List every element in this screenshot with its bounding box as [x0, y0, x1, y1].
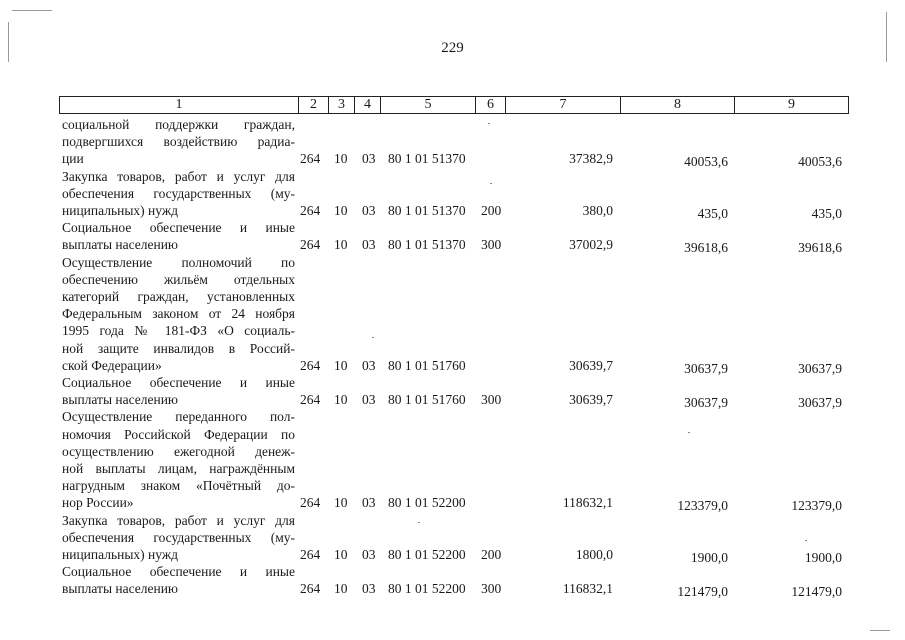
header-col-6: 6	[476, 97, 506, 113]
cell-col-9: 435,0	[811, 205, 842, 221]
description-line: ной защите инвалидов в Россий-	[62, 340, 295, 356]
cell-col-4: 03	[362, 581, 376, 597]
description-line: 1995 года № 181-ФЗ «О социаль-	[62, 323, 295, 339]
cell-col-5: 80 1 01 51760	[388, 357, 466, 373]
description-line: социальной поддержки граждан,	[62, 117, 295, 132]
cell-col-7: 380,0	[582, 202, 613, 218]
row-description	[62, 116, 295, 168]
cell-col-7: 30639,7	[569, 357, 613, 373]
description-line: Осуществление полномочий по	[62, 254, 295, 270]
cell-col-7: 1800,0	[575, 546, 613, 562]
description-line: номочия Российской Федерации по	[62, 426, 295, 442]
cell-col-3: 10	[334, 546, 348, 562]
row-description	[62, 219, 295, 253]
header-col-9: 9	[788, 97, 795, 112]
cell-col-5: 80 1 01 51760	[388, 392, 466, 408]
cell-col-8: 30637,9	[684, 395, 728, 411]
cell-col-2: 264	[300, 495, 321, 511]
scan-speck	[488, 123, 490, 124]
row-description	[62, 254, 295, 374]
row-description	[62, 563, 295, 597]
cell-col-2: 264	[300, 237, 321, 253]
cell-col-9: 123379,0	[791, 498, 842, 514]
description-line: Социальное обеспечение и иные	[62, 375, 295, 390]
cell-col-6: 200	[481, 202, 502, 218]
header-col-3: 3	[329, 97, 355, 113]
cell-col-8: 1900,0	[690, 549, 728, 565]
header-col-5: 5	[381, 97, 476, 113]
description-line: обеспечения государственных (му-	[62, 185, 295, 201]
header-col-8: 8	[621, 97, 735, 113]
cell-col-5: 80 1 01 51370	[388, 237, 466, 253]
header-col-2: 2	[299, 97, 329, 113]
cell-col-9: 30637,9	[798, 360, 842, 376]
cell-col-2: 264	[300, 357, 321, 373]
scan-speck	[490, 183, 492, 184]
cell-col-7: 30639,7	[569, 392, 613, 408]
cell-col-5: 80 1 01 52200	[388, 581, 466, 597]
row-description	[62, 512, 295, 564]
scan-edge-mark	[870, 630, 890, 631]
cell-col-5: 80 1 01 51370	[388, 151, 466, 167]
cell-col-7: 118632,1	[562, 495, 613, 511]
cell-col-4: 03	[362, 546, 376, 562]
cell-col-4: 03	[362, 237, 376, 253]
cell-col-8: 123379,0	[677, 498, 728, 514]
row-description	[62, 408, 295, 511]
cell-col-8: 39618,6	[684, 240, 728, 256]
description-line: ции	[62, 151, 84, 167]
cell-col-2: 264	[300, 202, 321, 218]
description-line: Социальное обеспечение и иные	[62, 564, 295, 580]
description-line: ниципальных) нужд	[62, 547, 179, 562]
page-number: 229	[441, 40, 464, 56]
description-line: нагрудным знаком «Почётный до-	[62, 478, 295, 494]
cell-col-2: 264	[300, 151, 321, 167]
cell-col-9: 121479,0	[791, 584, 842, 600]
description-line: ниципальных) нужд	[62, 203, 179, 218]
cell-col-4: 03	[362, 495, 376, 511]
cell-col-8: 30637,9	[684, 360, 728, 376]
cell-col-7: 116832,1	[562, 581, 613, 597]
cell-col-8: 40053,6	[684, 154, 728, 170]
description-line: ной выплаты лицам, награждённым	[62, 461, 295, 476]
header-col-4: 4	[355, 97, 381, 113]
description-line: выплаты населению	[62, 392, 179, 408]
cell-col-3: 10	[334, 357, 348, 373]
cell-col-4: 03	[362, 392, 376, 408]
description-line: ской Федерации»	[62, 357, 162, 373]
cell-col-2: 264	[300, 546, 321, 562]
description-line: осуществлению ежегодной денеж-	[62, 443, 295, 459]
header-col-7: 7	[506, 97, 621, 113]
description-line: Закупка товаров, работ и услуг для	[62, 168, 295, 184]
description-line: выплаты населению	[62, 237, 179, 253]
cell-col-9: 40053,6	[798, 154, 842, 170]
cell-col-6: 200	[481, 546, 502, 562]
description-line: обеспечения государственных (му-	[62, 529, 295, 545]
description-line: Федеральным законом от 24 ноября	[62, 306, 295, 322]
cell-col-9: 30637,9	[798, 395, 842, 411]
cell-col-2: 264	[300, 581, 321, 597]
cell-col-8: 435,0	[697, 205, 728, 221]
row-description	[62, 168, 295, 220]
cell-col-4: 03	[362, 357, 376, 373]
description-line: Осуществление переданного пол-	[62, 409, 295, 425]
cell-col-6: 300	[481, 237, 502, 253]
cell-col-6: 300	[481, 581, 502, 597]
cell-col-9: 39618,6	[798, 240, 842, 256]
description-line: нор России»	[62, 495, 134, 511]
cell-col-3: 10	[334, 392, 348, 408]
cell-col-3: 10	[334, 151, 348, 167]
description-line: выплаты населению	[62, 581, 179, 597]
cell-col-6: 300	[481, 392, 502, 408]
scan-edge-mark	[12, 10, 52, 11]
cell-col-3: 10	[334, 202, 348, 218]
cell-col-5: 80 1 01 52200	[388, 546, 466, 562]
header-col-1: 1	[60, 97, 299, 113]
cell-col-9: 1900,0	[804, 549, 842, 565]
scan-speck	[418, 522, 420, 523]
table-header	[59, 96, 849, 114]
row-description	[62, 374, 295, 408]
scan-speck	[805, 540, 807, 541]
cell-col-7: 37002,9	[569, 237, 613, 253]
cell-col-3: 10	[334, 237, 348, 253]
cell-col-5: 80 1 01 52200	[388, 495, 466, 511]
description-line: обеспечению жильём отдельных	[62, 271, 295, 287]
cell-col-2: 264	[300, 392, 321, 408]
cell-col-3: 10	[334, 495, 348, 511]
cell-col-8: 121479,0	[677, 584, 728, 600]
description-line: Социальное обеспечение и иные	[62, 220, 295, 236]
cell-col-5: 80 1 01 51370	[388, 202, 466, 218]
cell-col-3: 10	[334, 581, 348, 597]
scan-speck	[372, 337, 374, 338]
cell-col-4: 03	[362, 151, 376, 167]
scan-speck	[688, 432, 690, 433]
description-line: подвергшихся воздействию радиа-	[62, 134, 295, 150]
description-line: категорий граждан, установленных	[62, 289, 295, 304]
cell-col-4: 03	[362, 202, 376, 218]
cell-col-7: 37382,9	[569, 151, 613, 167]
description-line: Закупка товаров, работ и услуг для	[62, 512, 295, 528]
